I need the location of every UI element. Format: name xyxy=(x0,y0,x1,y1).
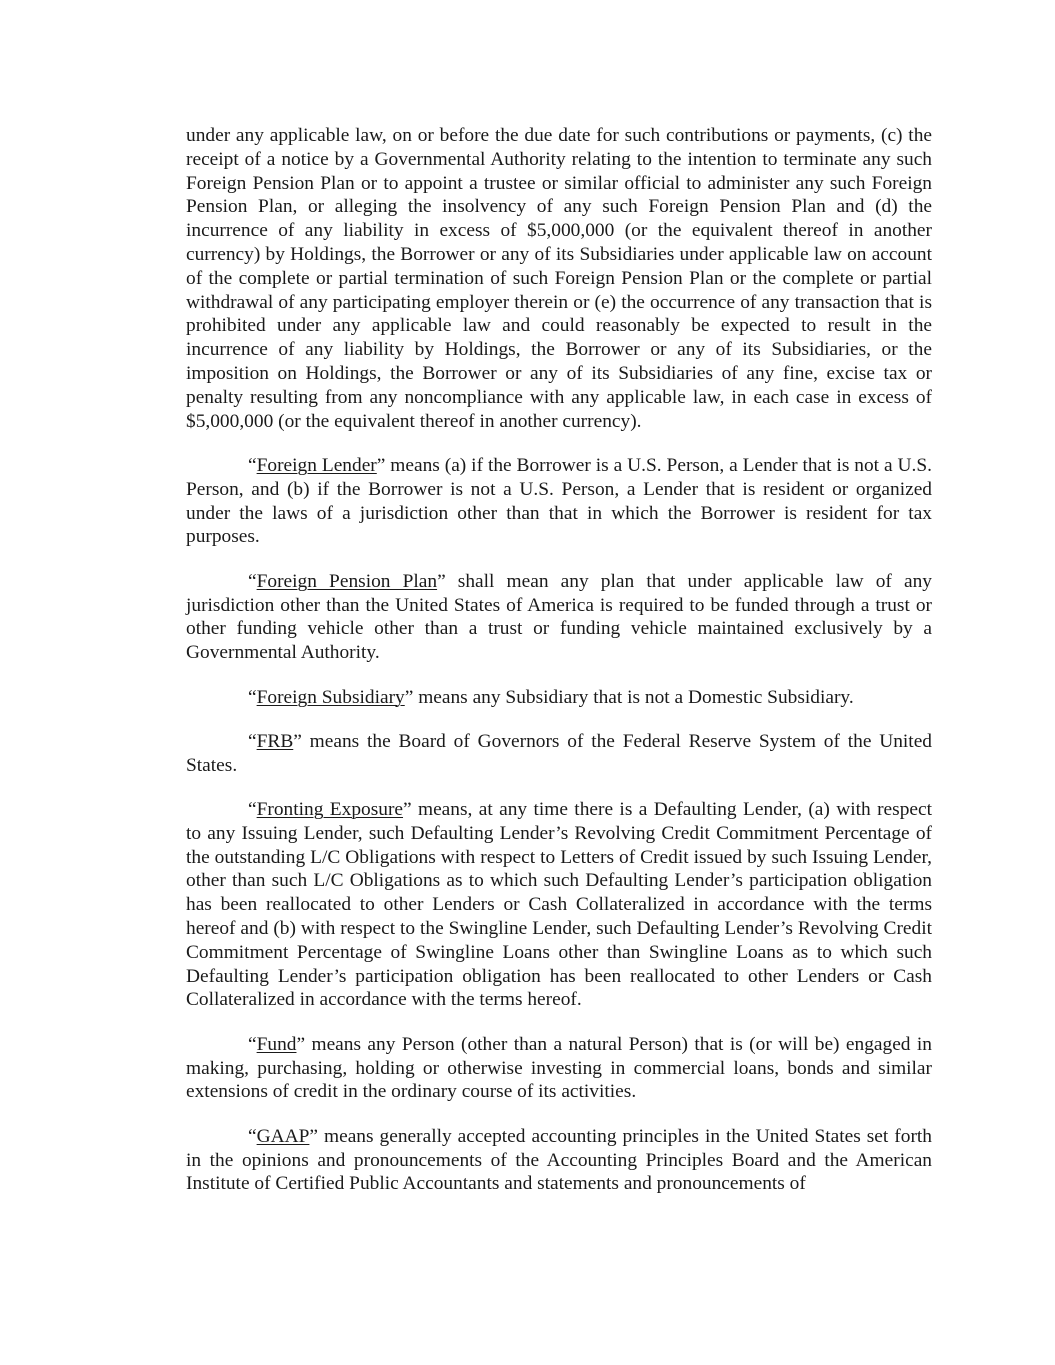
definition-text: ” shall mean any plan that under applicable law of any jurisdiction other than the United States of America is required to be funded through a trust or other funding vehicle other than a trust or funding vehicle maintained exclusively by a Governmental Authority. xyxy=(186,570,933,664)
definition-text: ” means generally accepted accounting principles in the United States set forth in the opinions and pronouncements of the Accounting Principles Board and the American Institute of Certified Public Accountants and statements and pronouncements of xyxy=(186,1125,932,1195)
continuation-paragraph: under any applicable law, on or before the due date for such contributions or payments, (c) the receipt of a notice by a Governmental Authority relating to the intention to terminate any such Foreign Pension Plan or to appoint a trustee or similar official to administer any such Foreign Pension Plan, or alleging the insolvency of any such Foreign Pension Plan and (d) the incurrence of any liability in excess of $5,000,000 (or the equivalent thereof in another currency) by Holdings, the Borrower or any of its Subsidiaries under applicable law on account of the complete or partial termination of such Foreign Pension Plan or the complete or partial withdrawal of any participating employer therein or (e) the occurrence of any transaction that is prohibited under any applicable law and could reasonably be expected to result in the incurrence of any liability by Holdings, the Borrower or any of its Subsidiaries, or the imposition on Holdings, the Borrower or any of its Subsidiaries of any fine, excise tax or penalty resulting from any noncompliance with any applicable law, in each case in excess of $5,000,000 (or the equivalent thereof in another currency). xyxy=(186,125,932,432)
defined-term: Fund xyxy=(256,1033,297,1055)
defined-term: Foreign Pension Plan xyxy=(256,570,438,592)
definition-foreign-pension-plan: “Foreign Pension Plan” shall mean any plan that under applicable law of any jurisdiction other than the United States of America is required to be funded through a trust or other funding vehicle other than a trust or funding vehicle maintained exclusively by a Governmental Authority. xyxy=(186,570,933,664)
defined-term: Foreign Subsidiary xyxy=(256,686,405,708)
definition-text: ” means the Board of Governors of the Federal Reserve System of the United States. xyxy=(186,730,932,776)
definition-text: ” means, at any time there is a Defaulting Lender, (a) with respect to any Issuing Lender, such Defaulting Lender’s Revolving Credit Commitment Percentage of the outstanding L/C Obligations with respect to Letters of Credit issued by such Issuing Lender, other than such L/C Obligations as to which such Defaulting Lender’s participation obligation has been reallocated to other Lenders or Cash Collateralized in accordance with the terms hereof and (b) with respect to the Swingline Lender, such Defaulting Lender’s Revolving Credit Commitment Percentage of Swingline Loans other than Swingline Loans as to which such Defaulting Lender’s participation obligation has been reallocated to other Lenders or Cash Collateralized in accordance with the terms hereof. xyxy=(186,799,932,1011)
definition-text: ” means any Subsidiary that is not a Domestic Subsidiary. xyxy=(404,686,854,708)
defined-term: FRB xyxy=(256,730,294,752)
definition-fund: “Fund” means any Person (other than a natural Person) that is (or will be) engaged in making, purchasing, holding or otherwise investing in commercial loans, bonds and similar extensions of credit in the ordinary course of its activities. xyxy=(186,1033,932,1103)
definition-text: ” means any Person (other than a natural Person) that is (or will be) engaged in making, purchasing, holding or otherwise investing in commercial loans, bonds and similar extensions of credit in the ordinary course of its activities. xyxy=(186,1033,932,1103)
definition-foreign-subsidiary: “Foreign Subsidiary” means any Subsidiary that is not a Domestic Subsidiary. xyxy=(248,686,854,708)
definition-foreign-lender: “Foreign Lender” means (a) if the Borrower is a U.S. Person, a Lender that is not a U.S. Person, and (b) if the Borrower is not a U.S. Person, a Lender that is resident or organized under the laws of a jurisdiction other than that in which the Borrower is resident for tax purposes. xyxy=(186,454,932,548)
defined-term: GAAP xyxy=(256,1125,310,1147)
definition-text: ” means (a) if the Borrower is a U.S. Person, a Lender that is not a U.S. Person, and (b) if the Borrower is not a U.S. Person, a Lender that is resident or organized under the laws of a jurisdiction other than that in which the Borrower is resident for tax purposes. xyxy=(186,454,932,548)
definition-frb: “FRB” means the Board of Governors of the Federal Reserve System of the United States. xyxy=(186,730,932,776)
defined-term: Fronting Exposure xyxy=(256,799,404,821)
definition-gaap: “GAAP” means generally accepted accounting principles in the United States set forth in the opinions and pronouncements of the Accounting Principles Board and the American Institute of Certified Public Accountants and statements and pronouncements of xyxy=(186,1125,932,1195)
document-page xyxy=(186,124,932,1217)
definition-fronting-exposure: “Fronting Exposure” means, at any time there is a Defaulting Lender, (a) with respect to any Issuing Lender, such Defaulting Lender’s Revolving Credit Commitment Percentage of the outstanding L/C Obligations with respect to Letters of Credit issued by such Issuing Lender, other than such L/C Obligations as to which such Defaulting Lender’s participation obligation has been reallocated to other Lenders or Cash Collateralized in accordance with the terms hereof and (b) with respect to the Swingline Lender, such Defaulting Lender’s Revolving Credit Commitment Percentage of Swingline Loans other than Swingline Loans as to which such Defaulting Lender’s participation obligation has been reallocated to other Lenders or Cash Collateralized in accordance with the terms hereof. xyxy=(186,799,932,1011)
defined-term: Foreign Lender xyxy=(256,454,377,476)
